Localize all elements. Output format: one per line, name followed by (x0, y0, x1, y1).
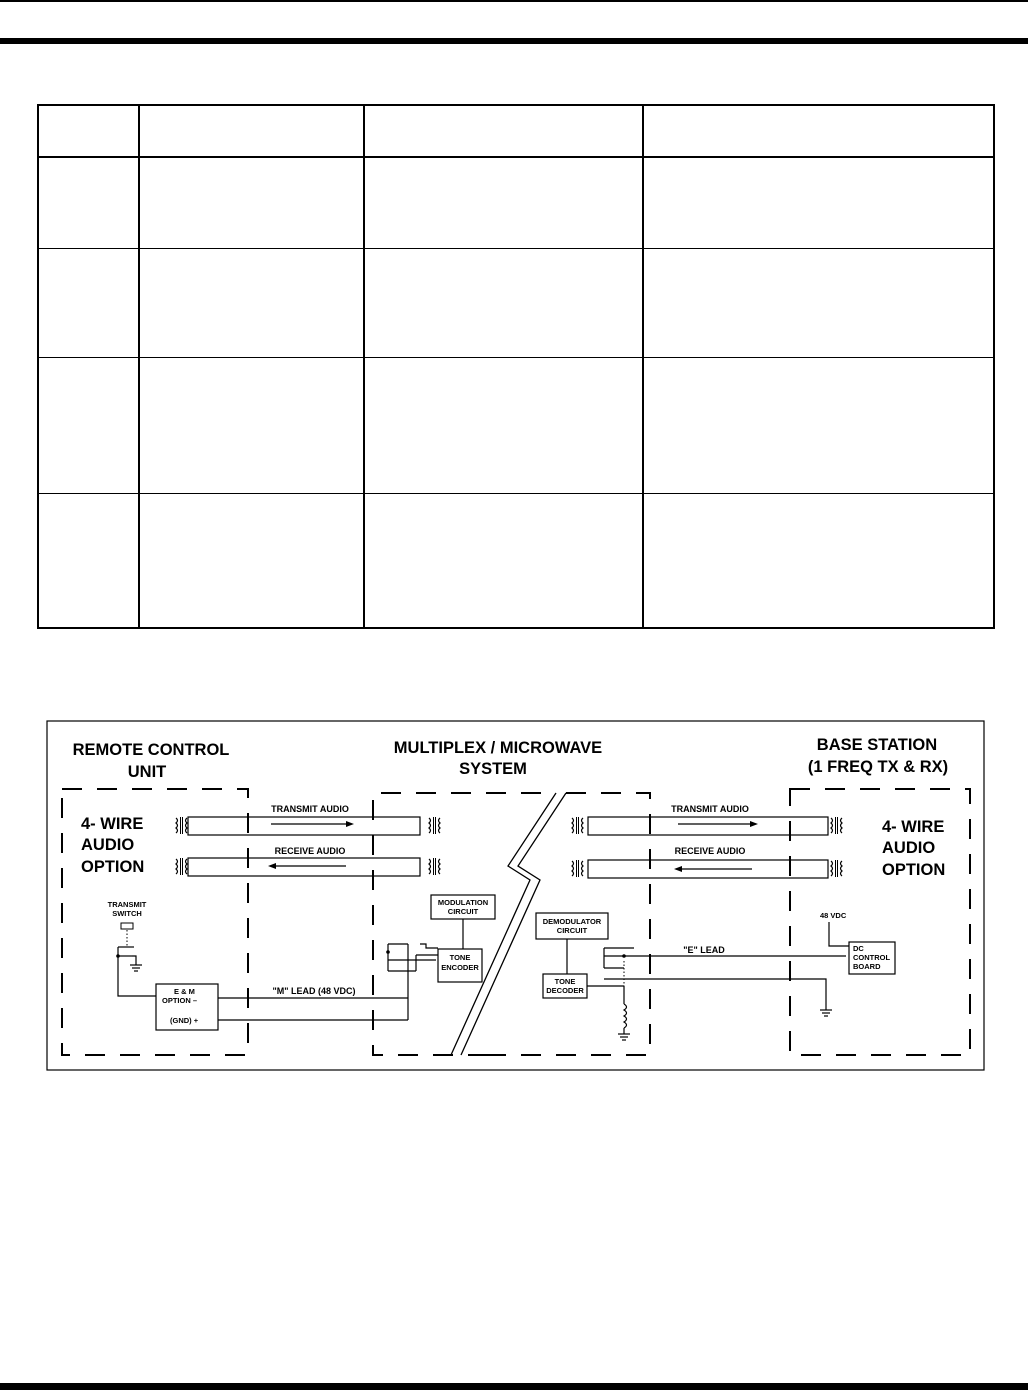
remote-heading-2: UNIT (127, 763, 167, 781)
modulation-label-2: CIRCUIT (447, 907, 479, 916)
table-header-divider (39, 156, 993, 158)
e-lead-contacts (604, 948, 846, 1016)
e-lead-label: "E" LEAD (683, 945, 725, 955)
table-row-divider (39, 493, 993, 494)
junction-dot (386, 950, 390, 954)
audio-option-left-2: AUDIO (81, 836, 135, 854)
junction-dot (622, 954, 626, 958)
em-option-label-1: E & M (174, 987, 195, 996)
tone-decoder-label-1: TONE (554, 977, 576, 986)
mux-heading-2: SYSTEM (459, 760, 527, 778)
remote-heading-1: REMOTE CONTROL (72, 741, 230, 759)
em-option-label-2: OPTION – (162, 996, 198, 1005)
audio-option-right-3: OPTION (882, 861, 946, 879)
relay-contacts-left (388, 944, 438, 1020)
table-col-divider (642, 106, 644, 627)
header-rule-thick (0, 38, 1028, 44)
audio-option-right-1: 4- WIRE (882, 818, 945, 836)
tone-encoder-label-2: ENCODER (441, 963, 479, 972)
vdc-label: 48 VDC (820, 911, 847, 920)
em-gnd-label: (GND) + (170, 1016, 199, 1025)
table-col-divider (363, 106, 365, 627)
table-row-divider (39, 357, 993, 358)
arrowhead (268, 863, 276, 869)
transmit-audio-label-right: TRANSMIT AUDIO (671, 804, 749, 814)
relay-coil (618, 986, 630, 1040)
base-heading-2: (1 FREQ TX & RX) (807, 758, 949, 776)
receive-audio-label-right: RECEIVE AUDIO (674, 846, 746, 856)
switch-contacts (118, 947, 156, 996)
modulation-label-1: MODULATION (437, 898, 489, 907)
base-heading-1: BASE STATION (816, 736, 938, 754)
demodulator-label-2: CIRCUIT (556, 926, 588, 935)
transmit-switch-button (121, 923, 133, 929)
tone-encoder-label-1: TONE (449, 953, 471, 962)
footer-rule (0, 1383, 1028, 1390)
tone-decoder-label-2: DECODER (546, 986, 584, 995)
audio-option-left-3: OPTION (81, 858, 145, 876)
vdc-wire (829, 922, 849, 946)
arrowhead (674, 866, 682, 872)
header-rule-thin (0, 0, 1028, 2)
em-signaling-diagram (46, 720, 986, 1072)
dc-control-label-3: BOARD (853, 962, 881, 971)
mux-heading-1: MULTIPLEX / MICROWAVE (393, 739, 603, 757)
demodulator-label-1: DEMODULATOR (542, 917, 602, 926)
junction-dot (116, 954, 120, 958)
dc-control-label-1: DC (853, 944, 864, 953)
transmit-audio-label-left: TRANSMIT AUDIO (271, 804, 349, 814)
audio-option-right-2: AUDIO (882, 839, 936, 857)
audio-option-left-1: 4- WIRE (81, 815, 144, 833)
receive-audio-label-left: RECEIVE AUDIO (274, 846, 346, 856)
m-lead-label: "M" LEAD (48 VDC) (272, 986, 356, 996)
arrowhead (750, 821, 758, 827)
transmit-switch-label-2: SWITCH (112, 909, 142, 918)
table-frame (37, 104, 995, 629)
arrowhead (346, 821, 354, 827)
table-col-divider (138, 106, 140, 627)
multiplex-box-left (373, 793, 541, 1055)
dc-control-label-2: CONTROL (853, 953, 891, 962)
transmit-switch-label-1: TRANSMIT (107, 900, 147, 909)
table-row-divider (39, 248, 993, 249)
